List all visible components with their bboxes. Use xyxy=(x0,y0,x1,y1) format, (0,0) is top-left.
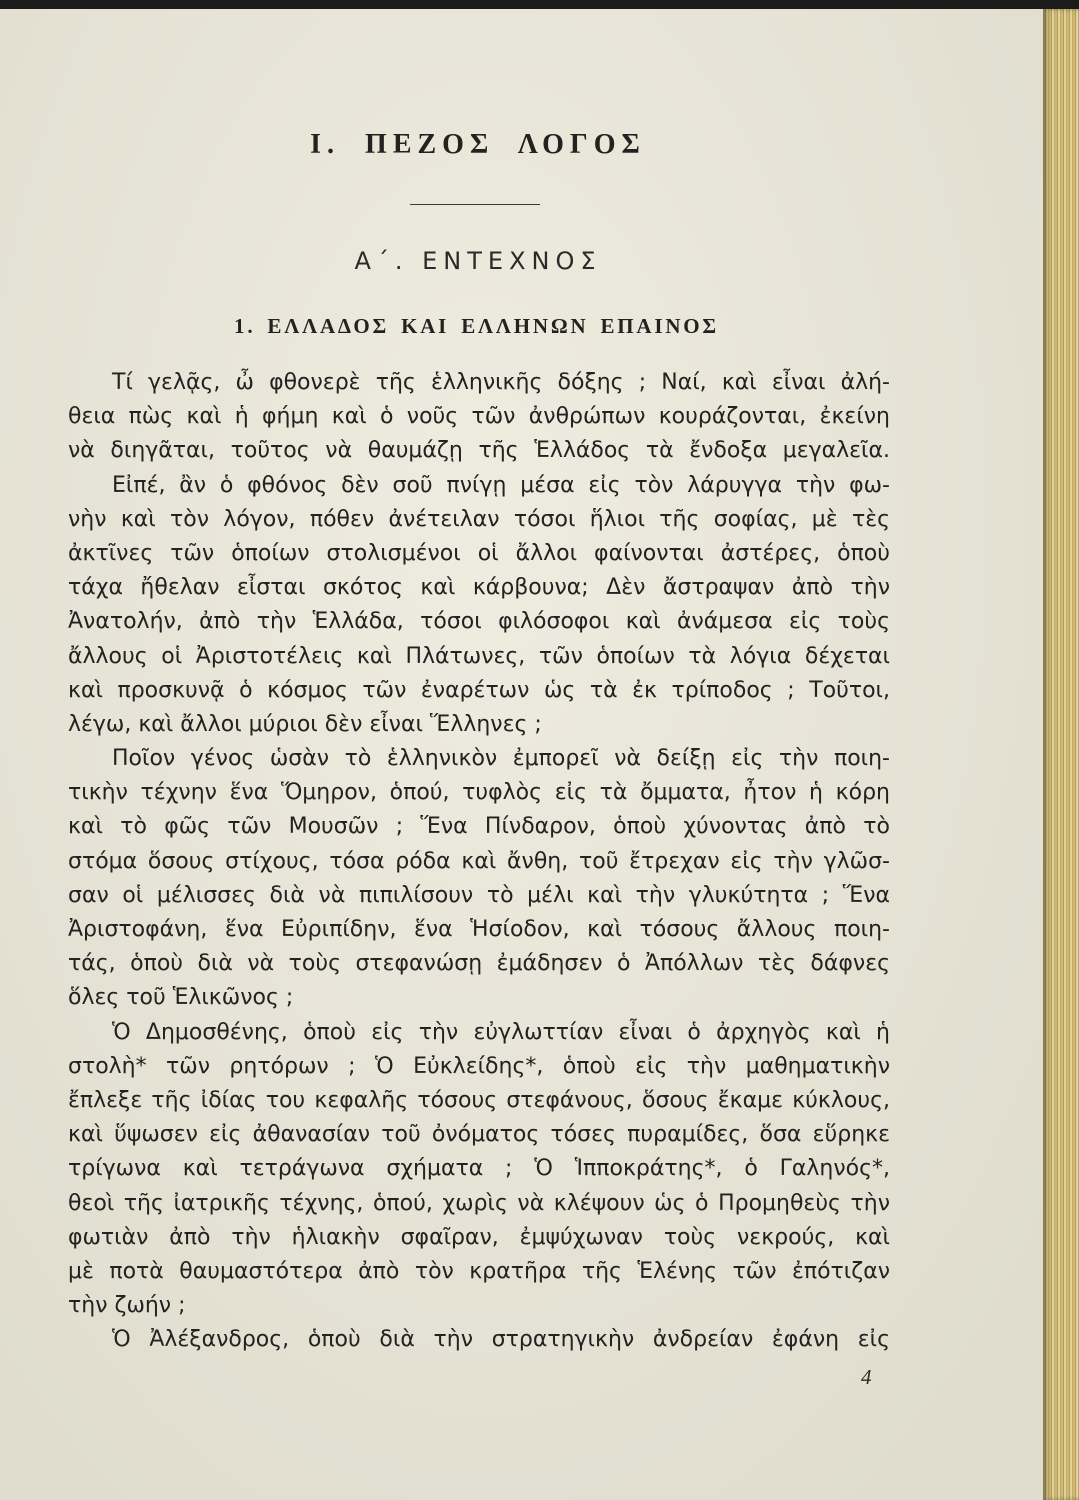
text-line: τὴν ζωήν ; xyxy=(68,1293,186,1319)
text-line: σαν οἱ μέλισσες διὰ νὰ πιπιλίσουν τὸ μέλι καὶ τὴν γλυκύτητα ; Ἕνα xyxy=(68,882,890,908)
text-line: Τί γελᾷς, ὦ φθονερὲ τῆς ἑλληνικῆς δόξης ; Ναί, καὶ εἶναι ἀλή- xyxy=(112,370,890,395)
paragraph xyxy=(68,1323,890,1357)
paragraph xyxy=(68,469,890,743)
text-line: τικὴν τέχνην ἕνα Ὅμηρον, ὁπού, τυφλὸς εἰς τὰ ὄμματα, ἦτον ἡ κόρη xyxy=(68,780,890,806)
body-text xyxy=(68,366,890,1357)
text-line: ὅλες τοῦ Ἑλικῶνος ; xyxy=(68,985,294,1011)
text-line: λέγω, καὶ ἄλλοι μύριοι δὲν εἶναι Ἕλληνες ; xyxy=(68,711,542,737)
text-line: νὰ διηγᾶται, τοῦτος νὰ θαυμάζῃ τῆς Ἑλλάδος τὰ ἔνδοξα μεγαλεῖα. xyxy=(68,438,890,464)
text-line: καὶ τὸ φῶς τῶν Μουσῶν ; Ἕνα Πίνδαρον, ὁποὺ χύνοντας ἀπὸ τὸ xyxy=(68,814,890,840)
text-line: νὴν καὶ τὸν λόγον, πόθεν ἀνέτειλαν τόσοι ἥλιοι τῆς σοφίας, μὲ τὲς xyxy=(68,506,890,532)
scan-top-edge xyxy=(0,0,1079,9)
text-line: καὶ προσκυνᾷ ὁ κόσμος τῶν ἐναρέτων ὡς τὰ ἐκ τρίποδος ; Τοῦτοι, xyxy=(68,677,890,703)
text-line: τάχα ἤθελαν εἶσται σκότος καὶ κάρβουνα; Δὲν ἄστραψαν ἀπὸ τὴν xyxy=(68,575,890,601)
section-title: Α΄. ΕΝΤΕΧΝΟΣ xyxy=(354,247,602,275)
chapter-title: 1. ΕΛΛΑΔΟΣ ΚΑΙ ΕΛΛΗΝΩΝ ΕΠΑΙΝΟΣ xyxy=(234,314,719,338)
text-line: Ἀνατολήν, ἀπὸ τὴν Ἑλλάδα, τόσοι φιλόσοφοι καὶ ἀνάμεσα εἰς τοὺς xyxy=(68,609,890,635)
text-line: τρίγωνα καὶ τετράγωνα σχήματα ; Ὁ Ἱπποκράτης*, ὁ Γαληνός*, xyxy=(68,1156,890,1182)
part-title: Ι. ΠΕΖΟΣ ΛΟΓΟΣ xyxy=(310,129,646,160)
page-number: 4 xyxy=(861,1365,872,1389)
text-line: Ποῖον γένος ὡσὰν τὸ ἑλληνικὸν ἐμπορεῖ νὰ δείξῃ εἰς τὴν ποιη- xyxy=(112,746,890,772)
paragraph xyxy=(68,366,890,469)
text-line: στολὴ* τῶν ρητόρων ; Ὁ Εὐκλείδης*, ὁποὺ εἰς τὴν μαθηματικὴν xyxy=(68,1053,890,1079)
text-line: ἔπλεξε τῆς ἰδίας του κεφαλῆς τόσους στεφάνους, ὅσους ἔκαμε κύκλους, xyxy=(68,1087,890,1113)
text-line: Εἰπέ, ἂν ὁ φθόνος δὲν σοῦ πνίγῃ μέσα εἰς τὸν λάρυγγα τὴν φω- xyxy=(112,472,890,498)
text-line: Ἀριστοφάνη, ἕνα Εὐριπίδην, ἕνα Ἡσίοδον, καὶ τόσους ἄλλους ποιη- xyxy=(68,917,890,942)
text-line: θεοὶ τῆς ἰατρικῆς τέχνης, ὁπού, χωρὶς νὰ κλέψουν ὡς ὁ Προμηθεὺς τὴν xyxy=(68,1190,890,1216)
page-edges xyxy=(1043,9,1079,1500)
text-line: Ὁ Ἀλέξανδρος, ὁποὺ διὰ τὴν στρατηγικὴν ἀνδρείαν ἐφάνη εἰς xyxy=(112,1327,890,1353)
paragraph xyxy=(68,742,890,1016)
text-line: στόμα ὅσους στίχους, τόσα ρόδα καὶ ἄνθη, τοῦ ἔτρεχαν εἰς τὴν γλῶσ- xyxy=(68,848,890,874)
text-line: Ὁ Δημοσθένης, ὁποὺ εἰς τὴν εὐγλωττίαν εἶναι ὁ ἀρχηγὸς καὶ ἡ xyxy=(112,1019,890,1045)
text-line: μὲ ποτὰ θαυμαστότερα ἀπὸ τὸν κρατῆρα τῆς Ἑλένης τῶν ἐπότιζαν xyxy=(68,1258,890,1284)
paragraph xyxy=(68,1016,890,1324)
text-line: ἄλλους οἱ Ἀριστοτέλεις καὶ Πλάτωνες, τῶν ὁποίων τὰ λόγια δέχεται xyxy=(68,643,890,669)
text-line: ἀκτῖνες τῶν ὁποίων στολισμένοι οἱ ἄλλοι φαίνονται ἀστέρες, ὁποὺ xyxy=(68,540,890,566)
text-line: φωτιὰν ἀπὸ τὴν ἡλιακὴν σφαῖραν, ἐμψύχωναν τοὺς νεκρούς, καὶ xyxy=(68,1224,890,1250)
text-line: καὶ ὕψωσεν εἰς ἀθανασίαν τοῦ ὀνόματος τόσες πυραμίδες, ὅσα εὕρηκε xyxy=(68,1122,890,1148)
text-line: θεια πὼς καὶ ἡ φήμη καὶ ὁ νοῦς τῶν ἀνθρώπων κουράζονται, ἐκείνη xyxy=(68,404,890,430)
text-line: τάς, ὁποὺ διὰ νὰ τοὺς στεφανώσῃ ἐμάδησεν ὁ Ἀπόλλων τὲς δάφνες xyxy=(68,951,890,977)
title-divider xyxy=(410,204,540,205)
